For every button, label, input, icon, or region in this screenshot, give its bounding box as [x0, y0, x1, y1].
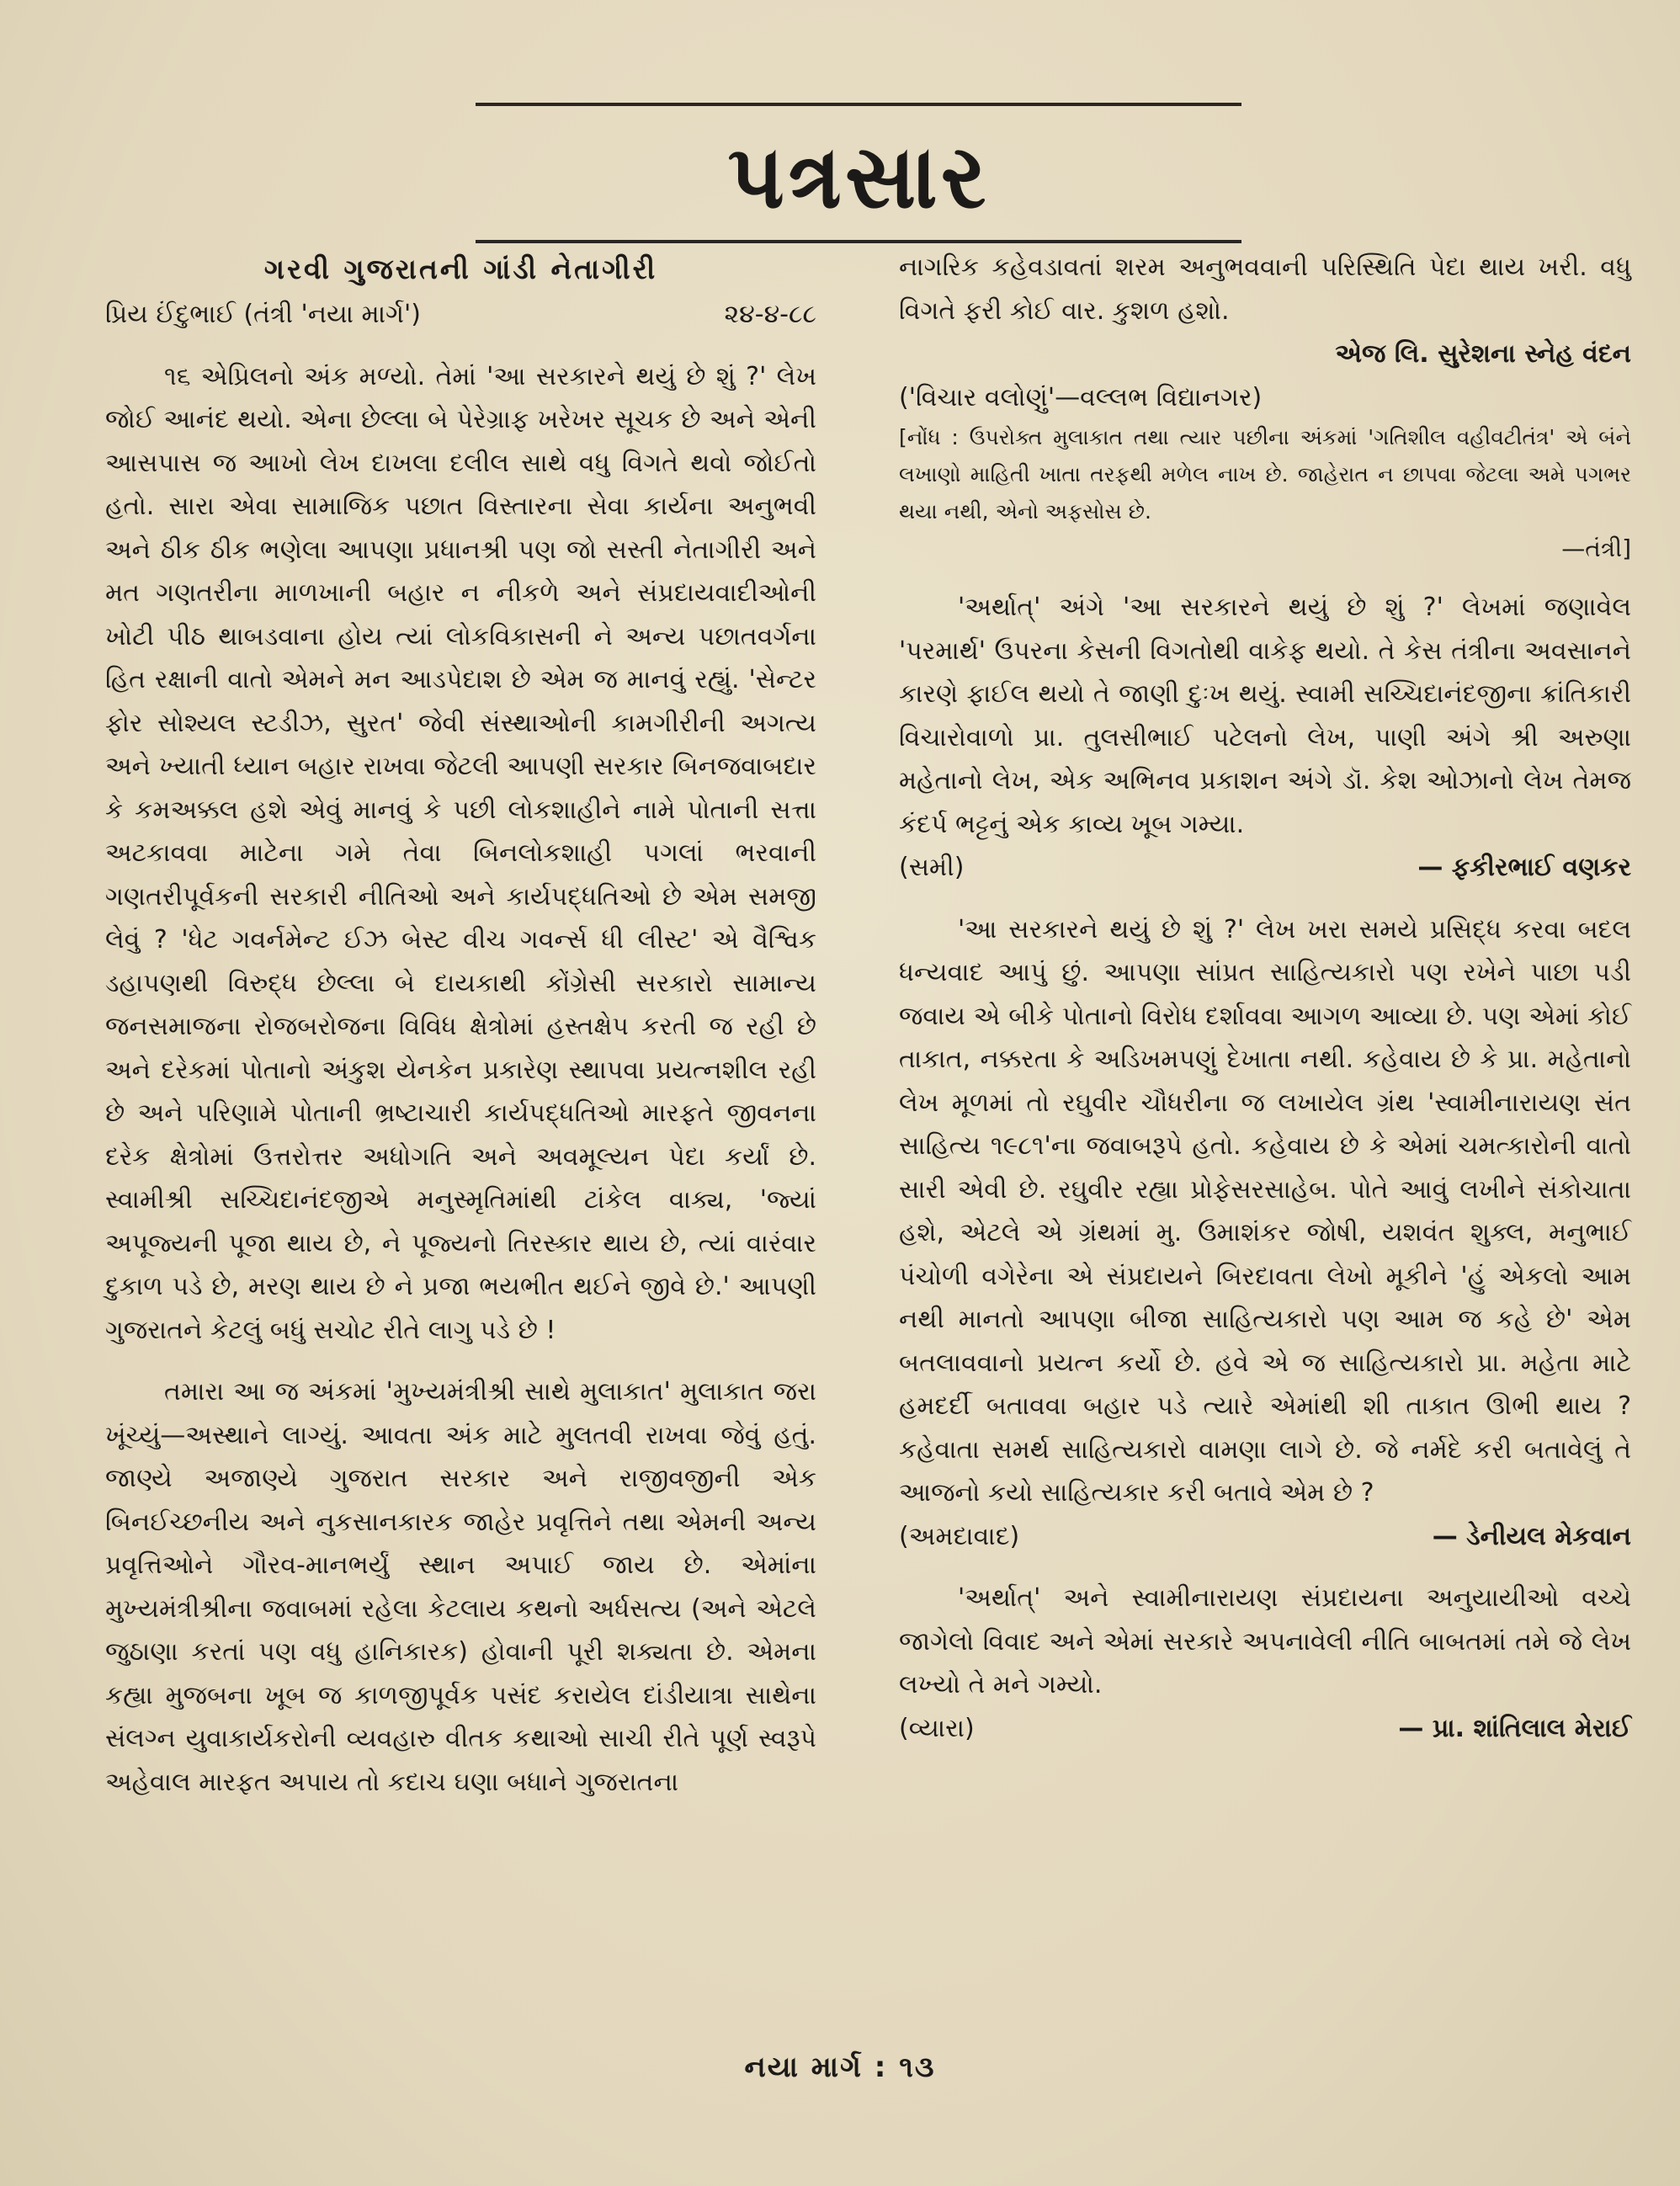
letter-signature: એજ લિ. સુરેશના સ્નેહ વંદન: [1335, 339, 1631, 369]
right-column: [899, 246, 1631, 1750]
letter-author: — ફકીરભાઈ વણકર: [1417, 853, 1631, 882]
letter-paragraph: ૧૬ એપ્રિલનો અંક મળ્યો. તેમાં 'આ સરકારને થયું છે શું ?' લેખ જોઈ આનંદ થયો. એના છેલ્લા બે પેરેગ્રાફ ખરેખર સૂચક છે અને એની આસપાસ જ આખો લેખ દાખલા દલીલ સાથે વધુ વિગતે થવો જોઈતો હતો. સારા એવા સામાજિક પછાત વિસ્તારના સેવા કાર્યના અનુભવી અને ઠીક ઠીક ભણેલા આપણા પ્રધાનશ્રી પણ જો સસ્તી નેતાગીરી અને મત ગણતરીના માળખાની બહાર ન નીકળે અને સંપ્રદાયવાદીઓની ખોટી પીઠ થાબડવાના હોય ત્યાં લોકવિકાસની ને અન્ય પછાતવર્ગના હિત રક્ષાની વાતો એમને મન આડપેદાશ છે એમ જ માનવું રહ્યું. 'સેન્ટર ફોર સોશ્યલ સ્ટડીઝ, સુરત' જેવી સંસ્થાઓની કામગીરીની અગત્ય અને ખ્યાતી ધ્યાન બહાર રાખવા જેટલી આપણી સરકાર બિનજવાબદાર કે કમઅક્કલ હશે એવું માનવું કે પછી લોકશાહીને નામે પોતાની સત્તા અટકાવવા માટેના ગમે તેવા બિનલોકશાહી પગલાં ભરવાની ગણતરીપૂર્વકની સરકારી નીતિઓ અને કાર્યપદ્ધતિઓ છે એમ સમજી લેવું ? 'ધેટ ગવર્નમેન્ટ ઈઝ બેસ્ટ વીચ ગવર્ન્સ ધી લીસ્ટ' એ વૈશ્વિક ડહાપણથી વિરુદ્ધ છેલ્લા બે દાયકાથી કોંગ્રેસી સરકારો સામાન્ય જનસમાજના રોજબરોજના વિવિધ ક્ષેત્રોમાં હસ્તક્ષેપ કરતી જ રહી છે અને દરેકમાં પોતાનો અંકુશ યેનકેન પ્રકારેણ સ્થાપવા પ્રયત્નશીલ રહી છે અને પરિણામે પોતાની ભ્રષ્ટાચારી કાર્યપદ્ધતિઓ મારફતે જીવનના દરેક ક્ષેત્રોમાં ઉત્તરોત્તર અધોગતિ અને અવમૂલ્યન પેદા કર્યાં છે. સ્વામીશ્રી સચ્ચિદાનંદજીએ મનુસ્મૃતિમાંથી ટાંકેલ વાક્ય, 'જ્યાં અપૂજ્યની પૂજા થાય છે, ને પૂજ્યનો તિરસ્કાર થાય છે, ત્યાં વારંવાર દુકાળ પડે છે, મરણ થાય છે ને પ્રજા ભયભીત થઈને જીવે છે.' આપણી ગુજરાતને કેટલું બધું સચોટ રીતે લાગુ પડે છે !: [105, 361, 816, 1345]
letter-paragraph: 'આ સરકારને થયું છે શું ?' લેખ ખરા સમયે પ્રસિદ્ધ કરવા બદલ ધન્યવાદ આપું છું. આપણા સાંપ્રત સાહિત્યકારો પણ રખેને પાછા પડી જવાય એ બીકે પોતાનો વિરોધ દર્શાવવા આગળ આવ્યા છે. પણ એમાં કોઈ તાકાત, નક્કરતા કે અડિખમપણું દેખાતા નથી. કહેવાય છે કે પ્રા. મહેતાનો લેખ મૂળમાં તો રઘુવીર ચૌધરીના જ લખાયેલ ગ્રંથ 'સ્વામીનારાયણ સંત સાહિત્ય ૧૯૮૧'ના જવાબરૂપે હતો. કહેવાય છે કે એમાં ચમત્કારોની વાતો સારી એવી છે. રઘુવીર રહ્યા પ્રોફેસરસાહેબ. પોતે આવું લખીને સંકોચાતા હશે, એટલે એ ગ્રંથમાં મુ. ઉમાશંકર જોષી, યશવંત શુક્લ, મનુભાઈ પંચોળી વગેરેના એ સંપ્રદાયને બિરદાવતા લેખો મૂકીને 'હું એકલો આમ નથી માનતો આપણા બીજા સાહિત્યકારો પણ આમ જ કહે છે' એમ બતલાવવાનો પ્રયત્ન કર્યો છે. હવે એ જ સાહિત્યકારો પ્રા. મહેતા માટે હમદર્દી બતાવવા બહાર પડે ત્યારે એમાંથી શી તાકાત ઊભી થાય ? કહેવાતા સમર્થ સાહિત્યકારો વામણા લાગે છે. જે નર્મદે કરી બતાવેલું તે આજનો કયો સાહિત્યકાર કરી બતાવે એમ છે ?: [899, 914, 1631, 1508]
letter-date: ૨૪-૪-૮૮: [724, 300, 816, 329]
letter-source: ('વિચાર વલોણું'—વલ્લભ વિદ્યાનગર): [899, 382, 1263, 412]
masthead-rule-top: [476, 103, 1241, 106]
salutation-row: [105, 293, 816, 337]
letter-byline: [899, 1707, 1631, 1751]
letter-paragraph: તમારા આ જ અંકમાં 'મુખ્યમંત્રીશ્રી સાથે મુલાકાત' મુલાકાત જરા ખૂંચ્યું—અસ્થાને લાગ્યું. આવતા અંક માટે મુલતવી રાખવા જેવું હતું. જાણ્યે અજાણ્યે ગુજરાત સરકાર અને રાજીવજીની એક બિનઈચ્છનીય અને નુકસાનકારક જાહેર પ્રવૃત્તિને તથા એમની અન્ય પ્રવૃત્તિઓને ગૌરવ-માનભર્યું સ્થાન અપાઈ જાય છે. એમાંના મુખ્યમંત્રીશ્રીના જવાબમાં રહેલા કેટલાય કથનો અર્ધસત્ય (અને એટલે જુઠાણા કરતાં પણ વધુ હાનિકારક) હોવાની પૂરી શક્યતા છે. એમના કહ્યા મુજબના ખૂબ જ કાળજીપૂર્વક પસંદ કરાયેલ દાંડીયાત્રા સાથેના સંલગ્ન યુવાકાર્યકરોની વ્યવહારુ વીતક કથાઓ સાચી રીતે પૂર્ણ સ્વરૂપે અહેવાલ મારફત અપાય તો કદાચ ઘણા બધાને ગુજરાતના: [105, 1377, 816, 1797]
salutation: પ્રિય ઈંદુભાઈ (તંત્રી 'નયા માર્ગ'): [105, 300, 421, 329]
letter-paragraph: નાગરિક કહેવડાવતાં શરમ અનુભવવાની પરિસ્થિતિ પેદા થાય ખરી. વધુ વિગતે ફરી કોઈ વાર. કુશળ હશો.: [899, 253, 1631, 326]
masthead-title: પત્રસાર: [727, 125, 990, 228]
page-footer: નયા માર્ગ : ૧૩: [744, 2050, 936, 2084]
letter-place: (સમી): [899, 853, 965, 882]
letter-place: (અમદાવાદ): [899, 1521, 1020, 1551]
letter-byline: [899, 846, 1631, 890]
letter-place: (વ્યારા): [899, 1713, 975, 1743]
letter-heading: ગરવી ગુજરાતની ગાંડી નેતાગીરી: [263, 253, 658, 285]
letter-byline: [899, 1515, 1631, 1559]
letter-paragraph: 'અર્થાત્' અંગે 'આ સરકારને થયું છે શું ?' લેખમાં જણાવેલ 'પરમાર્થ' ઉપરના કેસની વિગતોથી વાકેફ થયો. તે કેસ તંત્રીના અવસાનને કારણે ફાઈલ થયો તે જાણી દુઃખ થયું. સ્વામી સચ્ચિદાનંદજીના ક્રાંતિકારી વિચારોવાળો પ્રા. તુલસીભાઈ પટેલનો લેખ, પાણી અંગે શ્રી અરુણા મહેતાનો લેખ, એક અભિનવ પ્રકાશન અંગે ડૉ. કેશ ઓઝાનો લેખ તેમજ કંદર્પ ભટ્ટનું એક કાવ્ય ખૂબ ગમ્યા.: [899, 593, 1631, 839]
left-column: [105, 246, 816, 1804]
masthead-rule-bottom: [476, 240, 1241, 243]
editor-note: [નોંધ : ઉપરોક્ત મુલાકાત તથા ત્યાર પછીના અંકમાં 'ગતિશીલ વહીવટીતંત્ર' એ બંને લખાણો માહિતી ખાતા તરફથી મળેલ નાખ છે. જાહેરાત ન છાપવા જેટલા અમે પગભર થયા નથી, એનો અફસોસ છે.: [899, 425, 1631, 524]
letter-author: — પ્રા. શાંતિલાલ મેરાઈ: [1398, 1713, 1631, 1743]
letter-paragraph: 'અર્થાત્' અને સ્વામીનારાયણ સંપ્રદાયના અનુયાયીઓ વચ્ચે જાગેલો વિવાદ અને એમાં સરકારે અપનાવેલી નીતિ બાબતમાં તમે જે લેખ લખ્યો તે મને ગમ્યો.: [899, 1583, 1631, 1699]
letter-author: — ડેનીયલ મેકવાન: [1432, 1521, 1631, 1551]
editor-note-sign: —તંત્રી]: [1561, 535, 1631, 562]
